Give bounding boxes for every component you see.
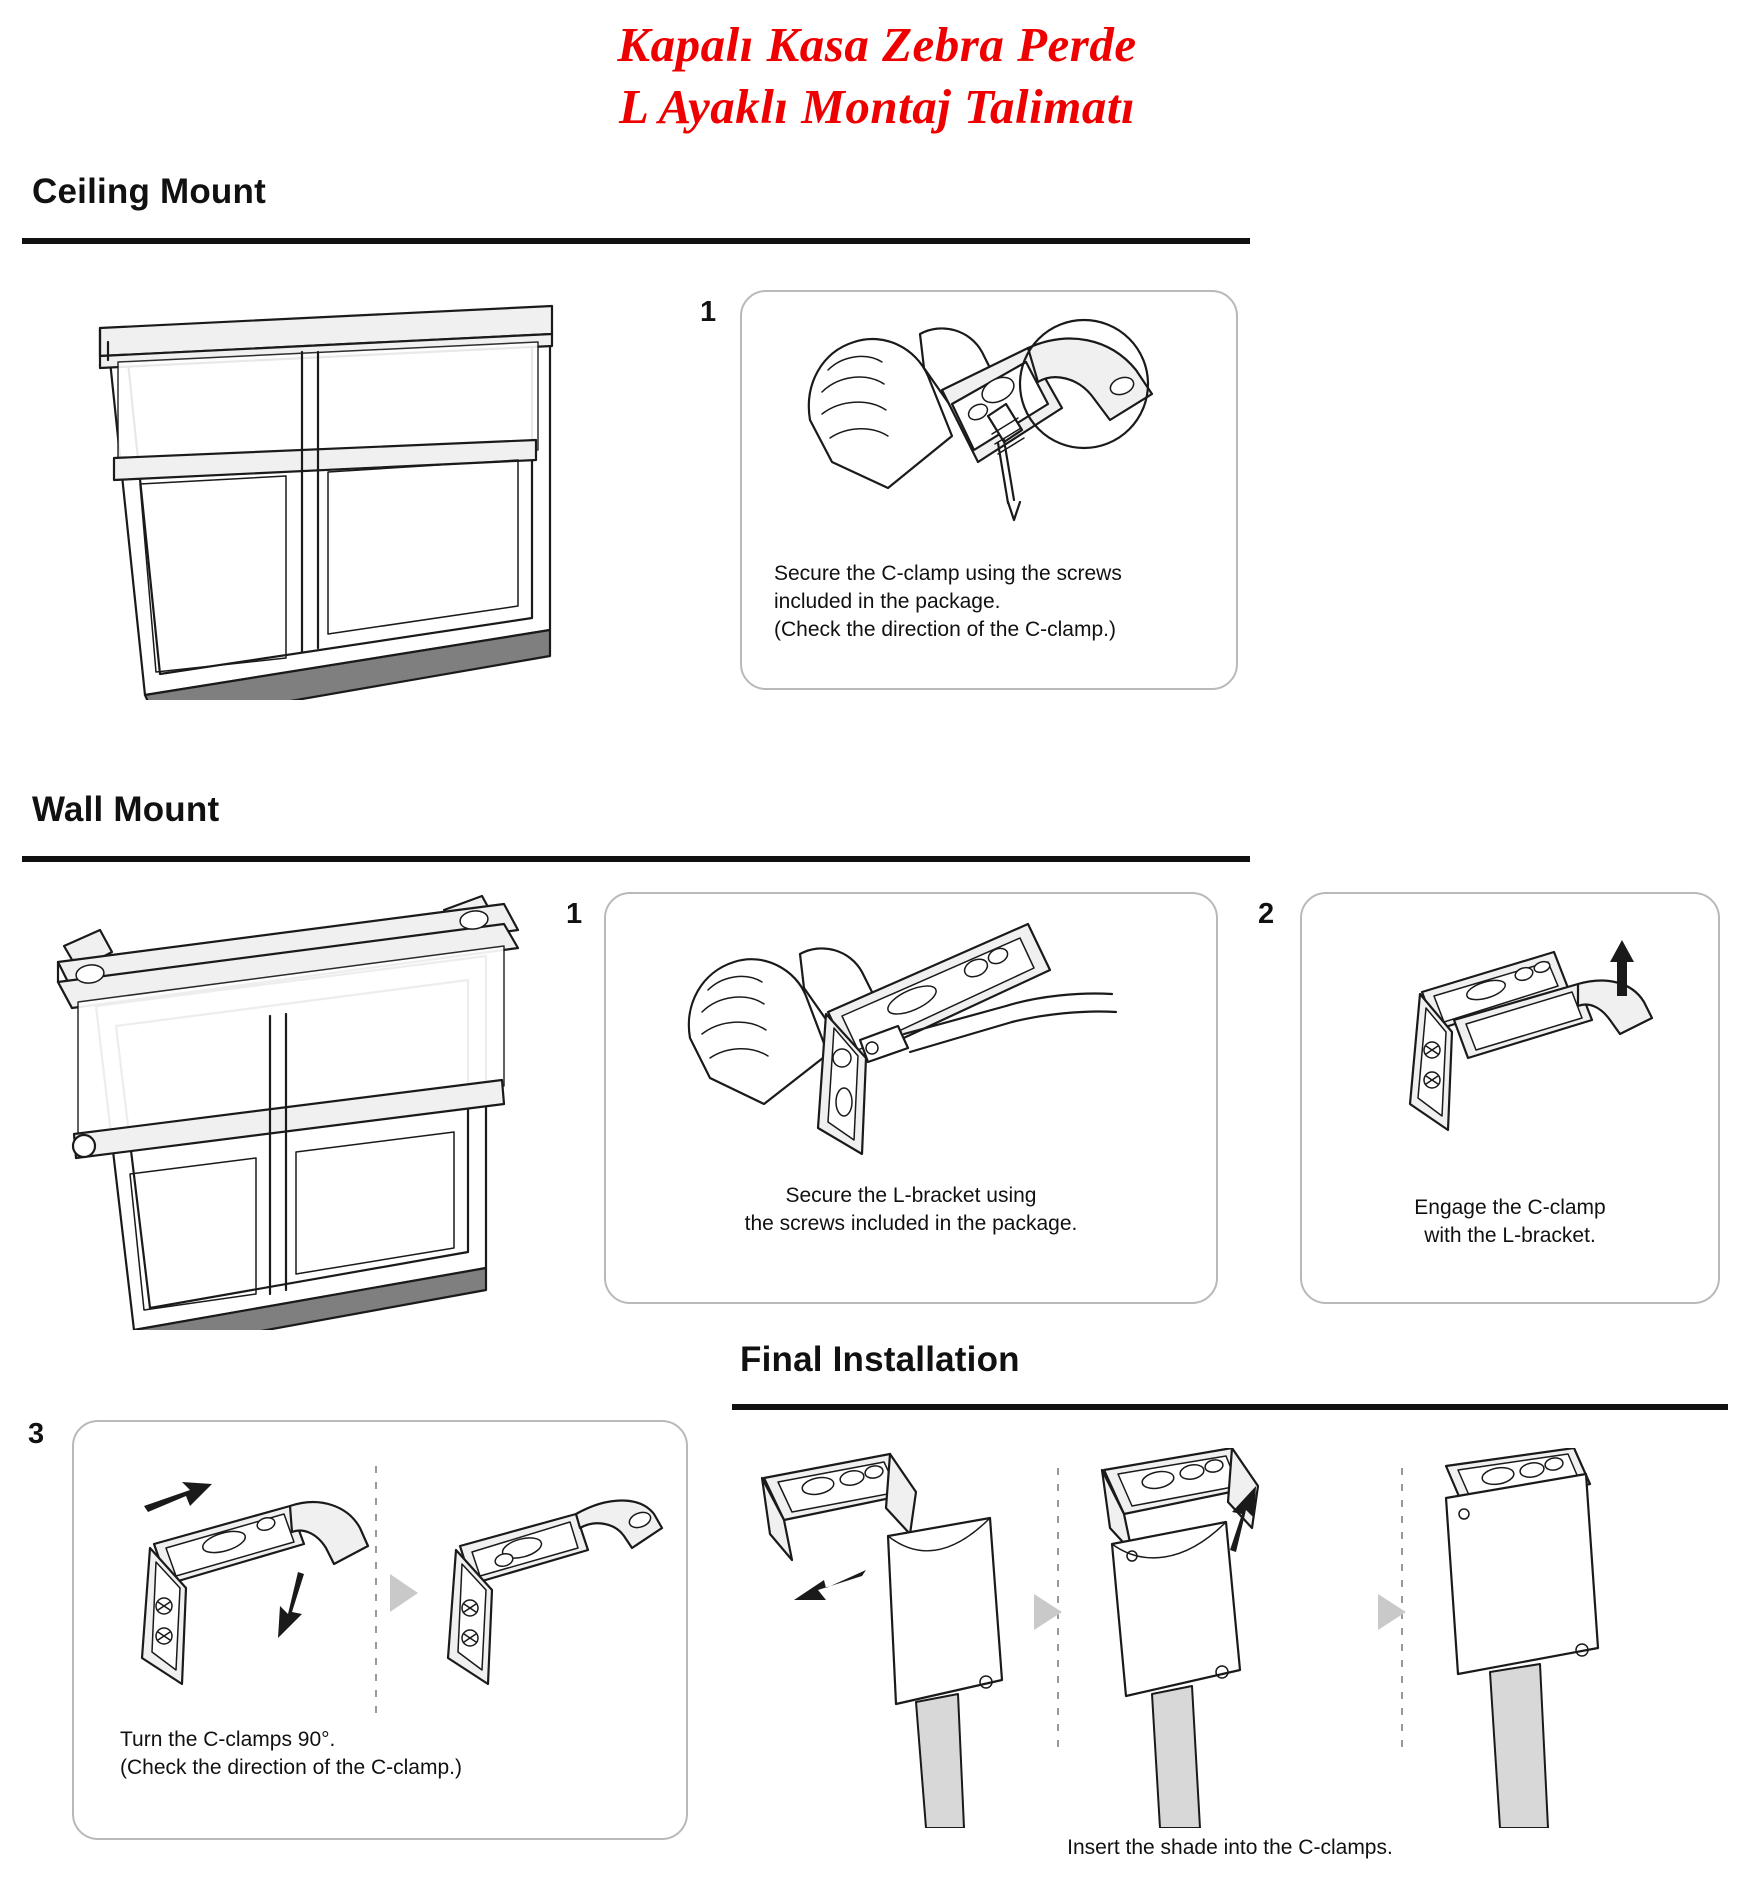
title-line-1: Kapalı Kasa Zebra Perde — [617, 17, 1137, 72]
caption-line: Engage the C-clamp — [1414, 1196, 1606, 1219]
step-number-wall-1: 1 — [566, 898, 583, 930]
section-heading-ceiling-mount: Ceiling Mount — [32, 172, 266, 211]
caption-line: Turn the C-clamps 90°. — [120, 1728, 336, 1751]
final-step-1 — [762, 1454, 1002, 1828]
caption-line: with the L-bracket. — [1424, 1224, 1596, 1247]
panel-wall-step-3 — [72, 1420, 688, 1840]
final-installation-sequence — [740, 1448, 1720, 1828]
caption-wall-step-3 — [74, 1726, 686, 1782]
c-clamp-before-rotation-illustration — [120, 1462, 380, 1712]
step-number-wall-3: 3 — [28, 1418, 45, 1450]
caption-line: Secure the C-clamp using the screws — [774, 562, 1122, 585]
section-heading-final-installation: Final Installation — [740, 1340, 1020, 1379]
caption-line: the screws included in the package. — [744, 1212, 1078, 1235]
caption-wall-step-1 — [606, 1182, 1216, 1238]
section-rule-ceiling-mount — [22, 238, 1250, 244]
caption-line: (Check the direction of the C-clamp.) — [120, 1756, 462, 1779]
ceiling-window-illustration — [40, 300, 560, 700]
step-number-ceiling-1: 1 — [700, 296, 717, 328]
panel-wall-step-2 — [1300, 892, 1720, 1304]
c-clamp-engage-illustration — [1382, 934, 1662, 1184]
caption-ceiling-step-1 — [742, 560, 1236, 644]
sequence-arrow-icon — [388, 1572, 422, 1614]
caption-line: Secure the L-bracket using — [785, 1184, 1037, 1207]
caption-line: included in the package. — [774, 590, 1001, 613]
caption-line: (Check the direction of the C-clamp.) — [774, 618, 1116, 641]
c-clamp-hand-illustration — [792, 312, 1192, 562]
section-heading-wall-mount: Wall Mount — [32, 790, 220, 829]
step-number-wall-2: 2 — [1258, 898, 1275, 930]
c-clamp-after-rotation-illustration — [426, 1462, 666, 1712]
document-title — [0, 14, 1754, 138]
final-step-2 — [1102, 1448, 1258, 1828]
l-bracket-hand-illustration — [676, 916, 1146, 1186]
section-rule-wall-mount — [22, 856, 1250, 862]
caption-wall-step-2 — [1302, 1194, 1718, 1250]
final-step-3 — [1446, 1448, 1598, 1828]
panel-divider — [374, 1466, 378, 1722]
caption-final-installation: Insert the shade into the C-clamps. — [1067, 1836, 1393, 1859]
wall-window-illustration — [34, 890, 554, 1330]
panel-wall-step-1 — [604, 892, 1218, 1304]
panel-ceiling-step-1 — [740, 290, 1238, 690]
section-rule-final-installation — [732, 1404, 1728, 1410]
title-line-2: L Ayaklı Montaj Talimatı — [618, 79, 1136, 134]
